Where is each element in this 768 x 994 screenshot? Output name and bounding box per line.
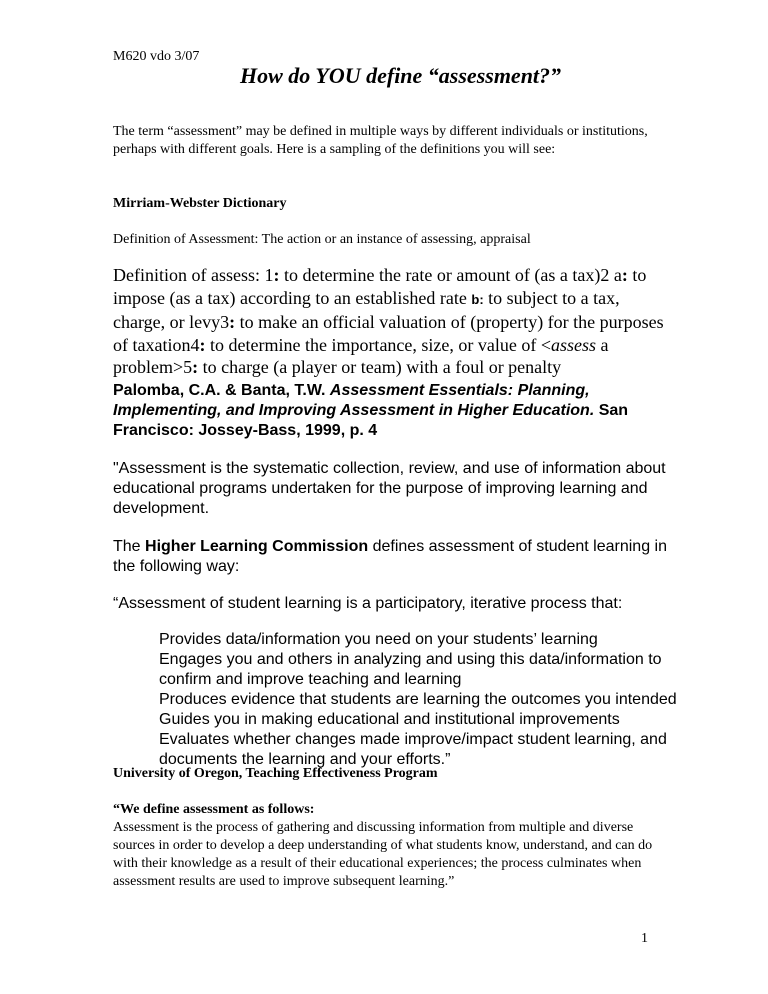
palomba-quote: "Assessment is the systematic collection, review, and use of information about educational programs undertaken for the purpose of improving learning and development.: [113, 460, 666, 517]
list-item: Engages you and others in analyzing and using this data/information to confirm and improve teaching and learning: [159, 651, 662, 688]
oregon-lead: “We define assessment as follows:: [113, 802, 315, 817]
hlc-quote-intro: “Assessment of student learning is a participatory, iterative process that:: [113, 595, 623, 612]
list-item: Evaluates whether changes made improve/impact student learning, and documents the learning and your efforts.”: [159, 731, 667, 768]
oregon-heading: University of Oregon, Teaching Effectiveness Program: [113, 766, 438, 781]
page-title: How do YOU define “assessment?”: [240, 63, 562, 88]
intro-paragraph: The term “assessment” may be defined in multiple ways by different individuals or institutions, perhaps with different goals. Here is a sampling of the definitions you will see:: [113, 124, 648, 157]
page-number: 1: [641, 931, 648, 946]
list-item: Produces evidence that students are learning the outcomes you intended: [159, 691, 677, 708]
palomba-citation: Palomba, C.A. & Banta, T.W. Assessment Essentials: Planning, Implementing, and Improving Assessment in Higher Education. San Francisco: Jossey-Bass, 1999, p. 4: [113, 382, 629, 439]
hlc-list: [159, 630, 679, 770]
assessment-definition: Definition of Assessment: The action or an instance of assessing, appraisal: [113, 232, 531, 247]
assess-definition: Definition of assess: 1: to determine the rate or amount of (as a tax)2 a: to impose (as a tax) according to an established rate b: to subject to a tax, charge, or levy3: to make an official valuation of (property) for the purposes of taxation4: to determine the importance, size, or value of <assess a problem>5: to charge (a player or team) with a foul or penalty: [113, 265, 664, 377]
oregon-body: Assessment is the process of gathering and discussing information from multiple and diverse sources in order to develop a deep understanding of what students know, understand, and can do with their knowledge as a result of their educational experiences; the process culminates when assessment results are used to improve subsequent learning.”: [113, 820, 653, 889]
document-id: M620 vdo 3/07: [113, 49, 200, 64]
list-item: Guides you in making educational and institutional improvements: [159, 711, 620, 728]
mw-heading: Mirriam-Webster Dictionary: [113, 196, 287, 211]
hlc-lead: The Higher Learning Commission defines assessment of student learning in the following way:: [113, 538, 667, 575]
list-item: Provides data/information you need on your students’ learning: [159, 631, 598, 648]
